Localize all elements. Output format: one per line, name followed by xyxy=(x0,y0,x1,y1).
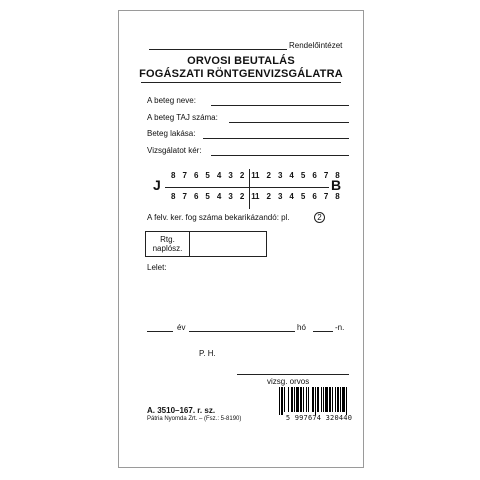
barcode-bar xyxy=(296,387,299,412)
upper-left-teeth: 8 7 6 5 4 3 2 1 xyxy=(171,171,259,180)
barcode-bar xyxy=(312,387,314,412)
patient-taj-field[interactable] xyxy=(229,122,349,123)
patient-name-field[interactable] xyxy=(211,105,349,106)
patient-address-label: Beteg lakása: xyxy=(147,129,196,138)
printer-info: Pátria Nyomda Zrt. – (Fsz.: 5-8190) xyxy=(147,416,242,422)
barcode-bar xyxy=(340,387,341,412)
form-title-line1: ORVOSI BEUTALÁS xyxy=(187,55,295,67)
requested-exam-field[interactable] xyxy=(211,155,349,156)
dental-chart-horizontal-divider xyxy=(165,187,329,188)
dental-chart-right-letter: B xyxy=(331,177,342,193)
barcode-bar xyxy=(337,387,339,412)
circled-example xyxy=(314,212,325,223)
barcode-bar xyxy=(279,387,280,415)
circled-example-number: 2 xyxy=(317,213,322,222)
form-number: A. 3510–167. r. sz. xyxy=(147,406,216,415)
barcode-bar xyxy=(323,387,324,412)
barcode-bar xyxy=(288,387,289,412)
barcode-bar xyxy=(306,387,307,412)
barcode-bars xyxy=(279,387,359,415)
barcode-bar xyxy=(300,387,302,412)
register-label-line1: Rtg. xyxy=(160,235,175,244)
barcode-bar xyxy=(294,387,295,412)
barcode-bar xyxy=(346,387,347,415)
stamp-label: P. H. xyxy=(199,349,216,358)
register-label-cell xyxy=(146,232,190,256)
barcode-bar xyxy=(315,387,316,415)
barcode-bar xyxy=(332,387,333,412)
institution-label: Rendelőintézet xyxy=(289,41,343,50)
barcode-bar xyxy=(329,387,331,412)
barcode-bar xyxy=(321,387,322,412)
form-title-line2: FOGÁSZATI RÖNTGENVIZSGÁLATRA xyxy=(139,68,343,80)
barcode-bar xyxy=(317,387,319,412)
tooth-instruction: A felv. ker. fog száma bekarikázandó: pl. xyxy=(147,213,290,222)
lower-left-teeth: 8 7 6 5 4 3 2 1 xyxy=(171,192,259,201)
signature-line[interactable] xyxy=(237,374,349,375)
requested-exam-label: Vizsgálatot kér: xyxy=(147,146,202,155)
result-label: Lelet: xyxy=(147,263,167,272)
dental-chart-left-letter: J xyxy=(153,177,161,193)
day-suffix: -n. xyxy=(335,323,345,332)
referral-form xyxy=(118,10,364,468)
patient-name-label: A beteg neve: xyxy=(147,96,196,105)
barcode-bar xyxy=(303,387,304,412)
date-day-field[interactable] xyxy=(313,331,333,332)
barcode-number: 5 997674 320440 xyxy=(285,414,353,422)
barcode xyxy=(279,387,359,421)
barcode-bar xyxy=(281,387,283,415)
patient-taj-label: A beteg TAJ száma: xyxy=(147,113,218,122)
date-city-field[interactable] xyxy=(147,331,173,332)
institution-line xyxy=(149,49,287,50)
barcode-bar xyxy=(342,387,345,412)
month-suffix: hó xyxy=(297,323,306,332)
barcode-bar xyxy=(335,387,336,412)
patient-address-field[interactable] xyxy=(203,138,349,139)
register-label-line2: naplósz. xyxy=(152,244,183,253)
title-underline xyxy=(141,82,341,83)
barcode-bar xyxy=(284,387,285,412)
barcode-bar xyxy=(308,387,309,412)
barcode-bar xyxy=(325,387,328,412)
date-month-field[interactable] xyxy=(189,331,295,332)
signature-label: vizsg. orvos xyxy=(267,377,310,386)
lower-right-teeth: 1 2 3 4 5 6 7 8 xyxy=(255,192,343,201)
barcode-bar xyxy=(291,387,293,412)
dental-chart-vertical-divider xyxy=(249,169,250,209)
upper-right-teeth: 1 2 3 4 5 6 7 8 xyxy=(255,171,343,180)
year-suffix: év xyxy=(177,323,186,332)
register-number-box[interactable] xyxy=(145,231,267,257)
